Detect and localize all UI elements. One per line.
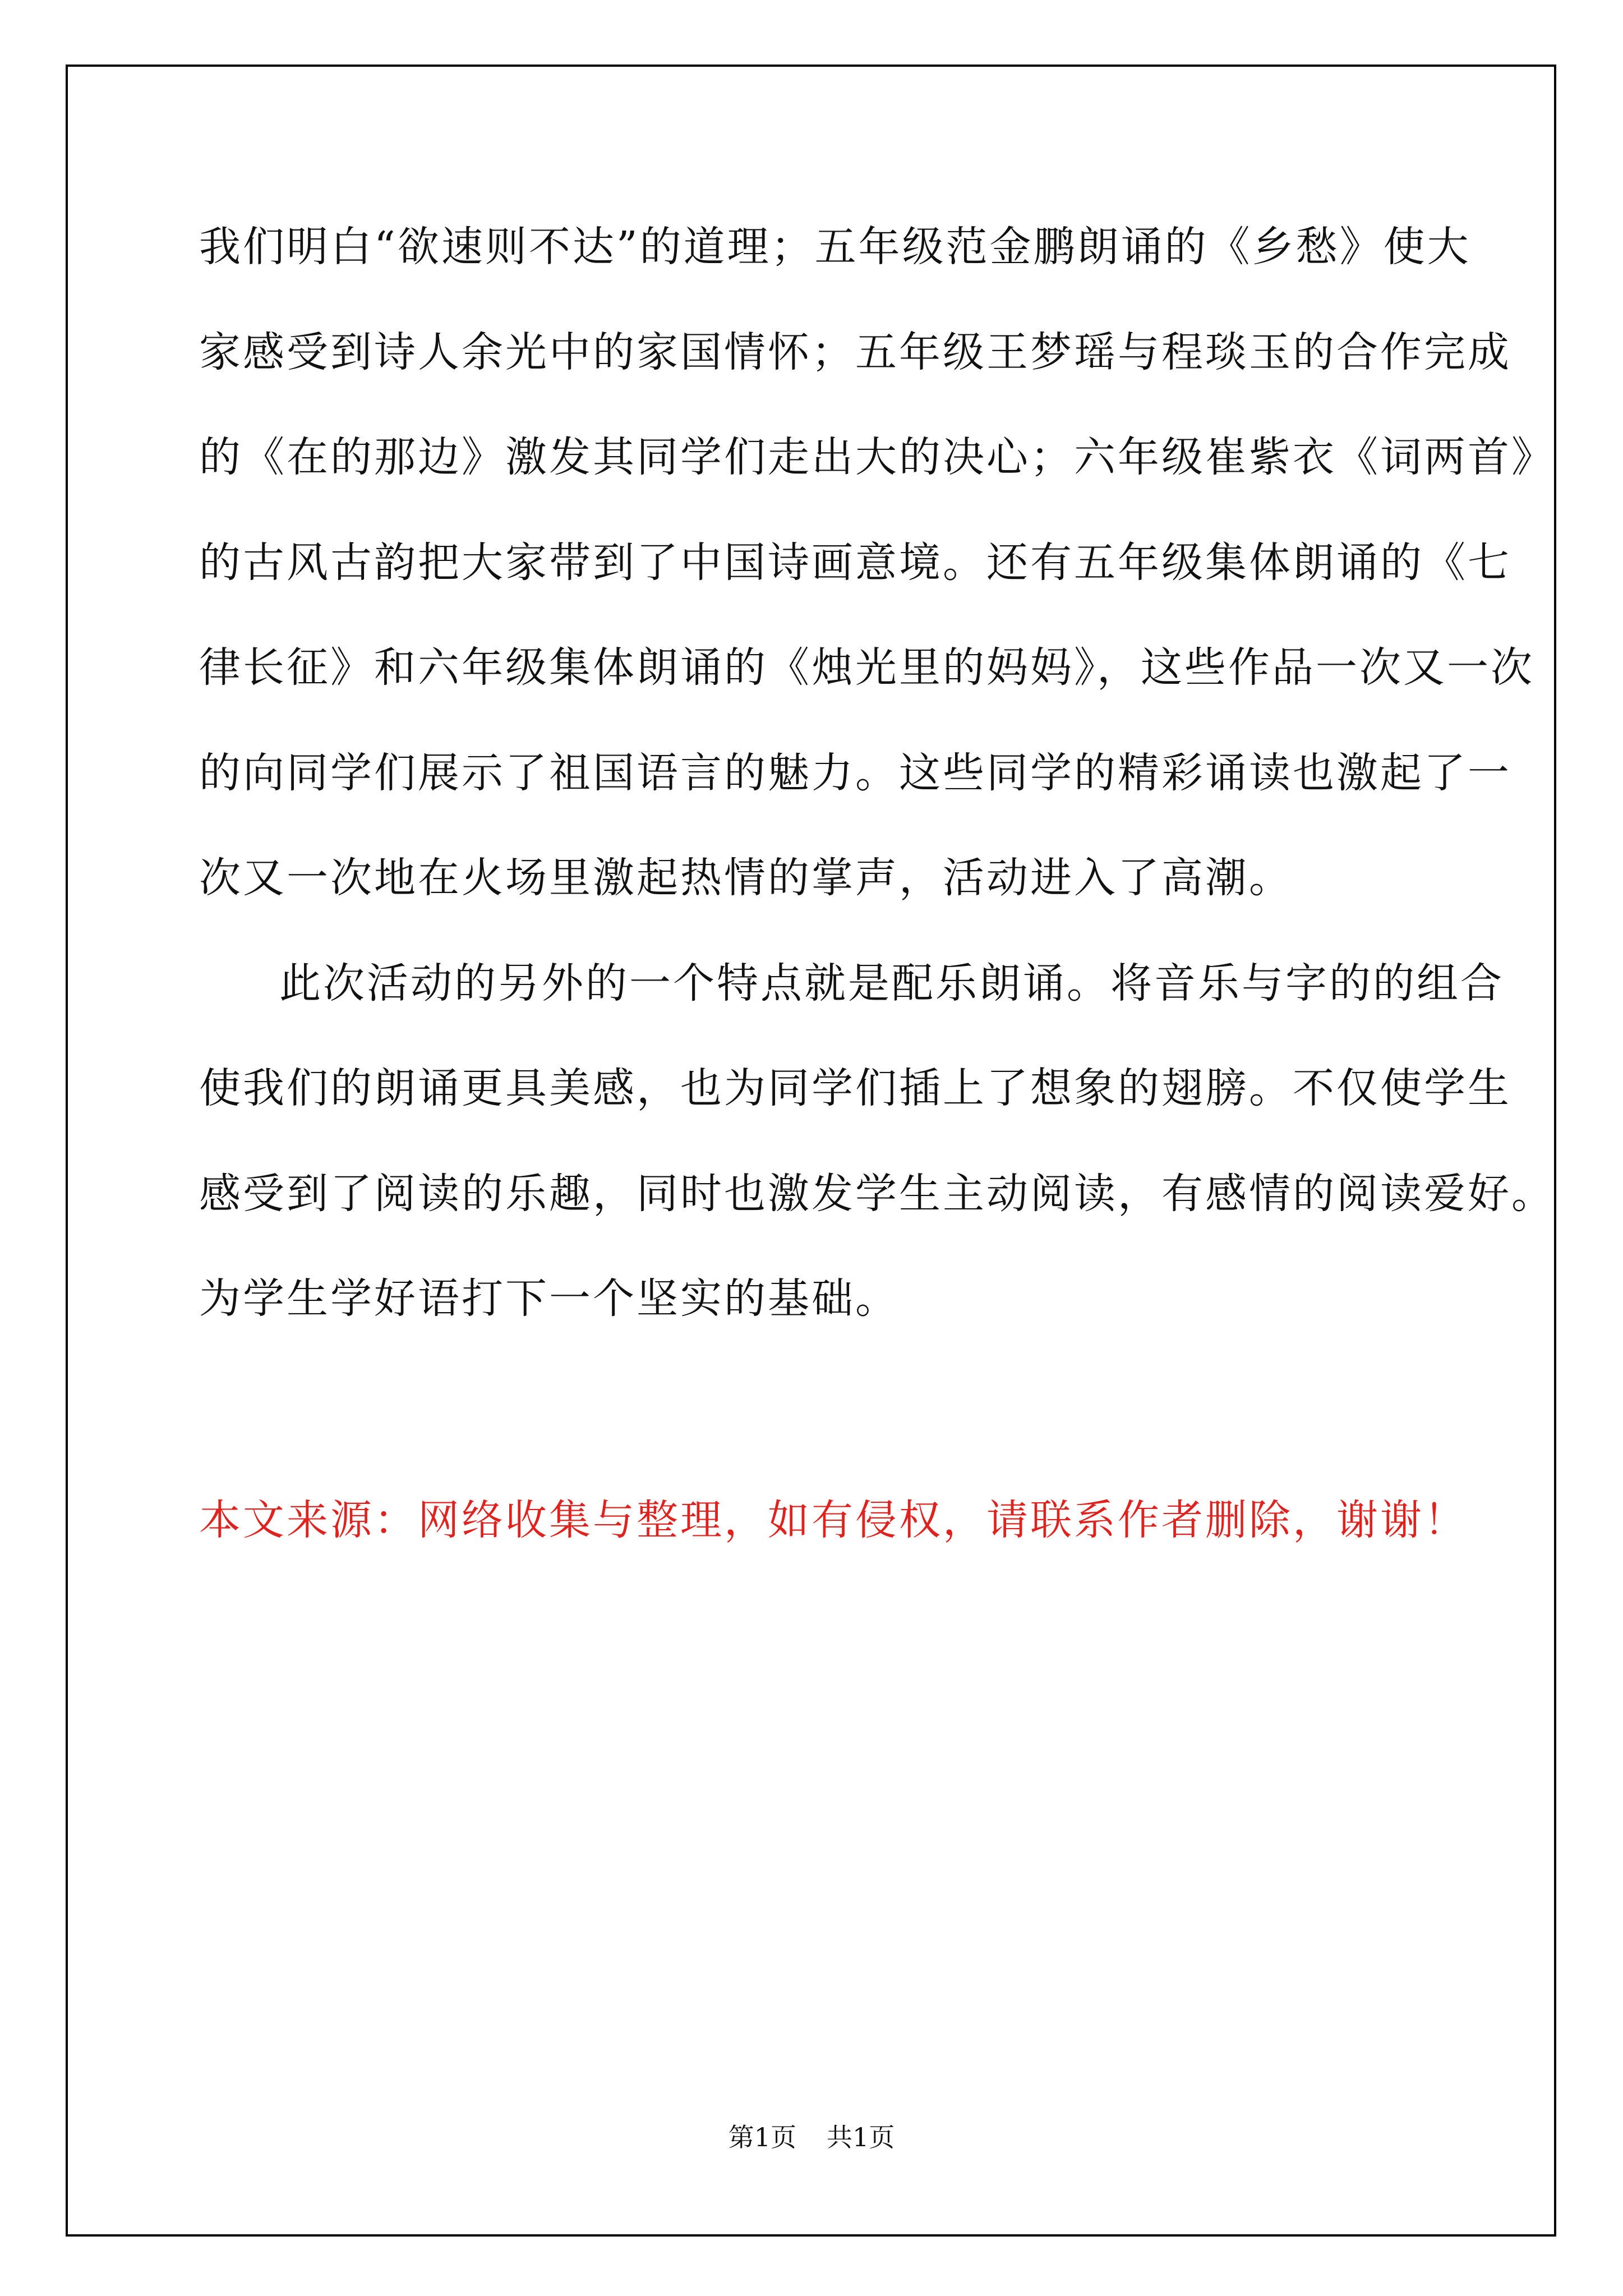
paragraph-1-line-6: 的向同学们展示了祖国语言的魅力。这些同学的精彩诵读也激起了一 — [199, 749, 1511, 797]
page-number-total: 共1页 — [827, 2122, 895, 2152]
paragraph-2-line-3: 感受到了阅读的乐趣，同时也激发学生主动阅读，有感情的阅读爱好。 — [199, 1170, 1555, 1218]
paragraph-1-line-4: 的古风古韵把大家带到了中国诗画意境。还有五年级集体朗诵的《七 — [199, 539, 1511, 587]
page-number-current: 第1页 — [728, 2122, 796, 2152]
paragraph-2-line-2: 使我们的朗诵更具美感，也为同学们插上了想象的翅膀。不仅使学生 — [199, 1064, 1511, 1112]
paragraph-1-line-2: 家感受到诗人余光中的家国情怀；五年级王梦瑶与程琰玉的合作完成 — [199, 328, 1511, 376]
page-footer — [0, 2120, 1623, 2154]
paragraph-1-line-7: 次又一次地在火场里激起热情的掌声，活动进入了高潮。 — [199, 854, 1293, 902]
page-border — [66, 65, 1556, 2237]
paragraph-1-line-3: 的《在的那边》激发其同学们走出大的决心；六年级崔紫衣《词两首》 — [199, 433, 1555, 481]
paragraph-1-line-5: 律长征》和六年级集体朗诵的《烛光里的妈妈》，这些作品一次又一次 — [199, 643, 1534, 692]
paragraph-1-line-1: 我们明白“欲速则不达”的道理；五年级范金鹏朗诵的《乡愁》使大 — [199, 223, 1471, 271]
paragraph-2-line-4: 为学生学好语打下一个坚实的基础。 — [199, 1274, 899, 1323]
paragraph-2-line-1: 此次活动的另外的一个特点就是配乐朗诵。将音乐与字的的组合 — [279, 959, 1504, 1007]
source-note: 本文来源：网络收集与整理，如有侵权，请联系作者删除，谢谢！ — [199, 1496, 1468, 1544]
